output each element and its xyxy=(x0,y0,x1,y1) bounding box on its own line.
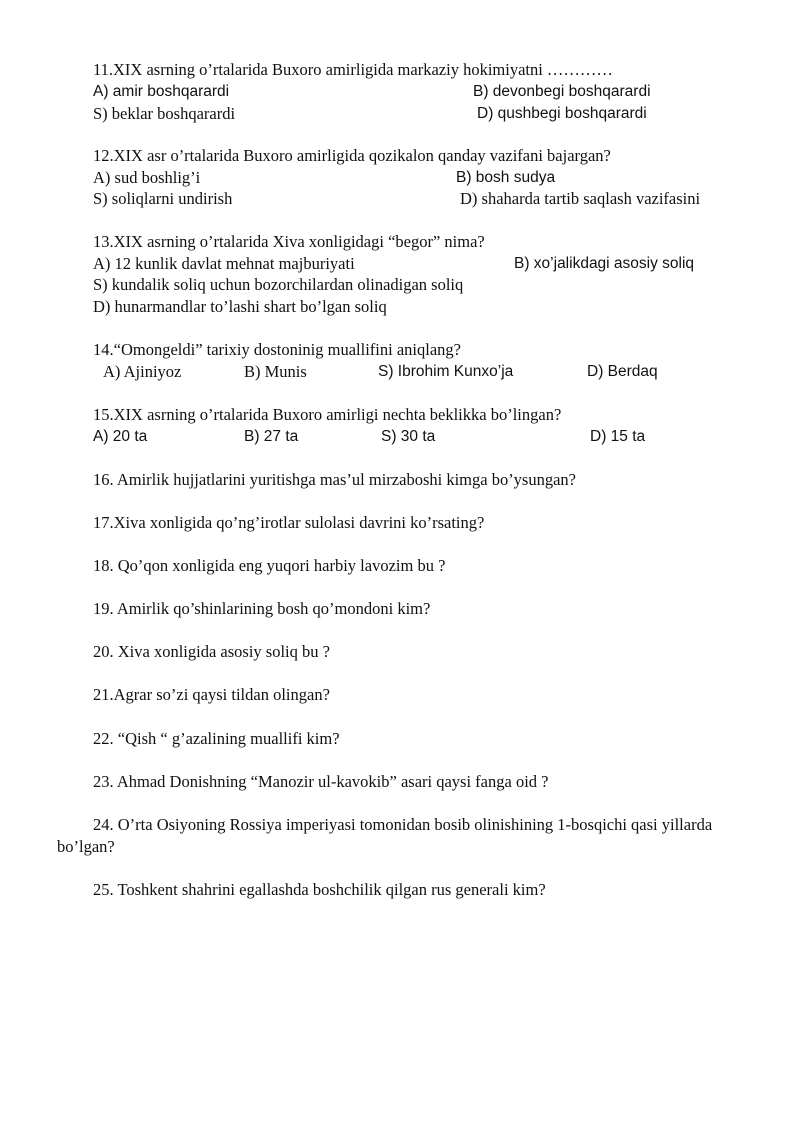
option-b: B) xo’jalikdagi asosiy soliq xyxy=(514,255,695,272)
question-17: 17.Xiva xonligida qo’ng’irotlar sulolasi davrini ko’rsating? xyxy=(93,513,485,532)
option-d: D) 15 ta xyxy=(590,428,646,445)
option-s: S) kundalik soliq uchun bozorchilardan olinadigan soliq xyxy=(93,275,464,294)
options-row-13-3 xyxy=(93,296,743,318)
options-row-11-2 xyxy=(93,103,743,125)
option-s: S) Ibrohim Kunxo’ja xyxy=(378,363,514,380)
option-a: A) amir boshqarardi xyxy=(93,83,230,100)
question-12: 12.XIX asr o’rtalarida Buxoro amirligida qozikalon qanday vazifani bajargan? xyxy=(93,146,611,165)
option-a: A) sud boshlig’i xyxy=(93,168,201,187)
option-b: B) bosh sudya xyxy=(456,169,556,186)
option-s: S) soliqlarni undirish xyxy=(93,189,233,208)
option-s: S) beklar boshqarardi xyxy=(93,104,236,123)
options-row-13-2 xyxy=(93,274,743,296)
question-22: 22. “Qish “ g’azalining muallifi kim? xyxy=(93,729,340,748)
option-b: B) Munis xyxy=(244,362,307,381)
option-d: D) hunarmandlar to’lashi shart bo’lgan soliq xyxy=(93,297,387,316)
option-a: A) Ajiniyoz xyxy=(103,362,182,381)
question-11: 11.XIX asrning o’rtalarida Buxoro amirligida markaziy hokimiyatni ………… xyxy=(93,60,613,79)
question-20: 20. Xiva xonligida asosiy soliq bu ? xyxy=(93,642,330,661)
question-25: 25. Toshkent shahrini egallashda boshchilik qilgan rus generali kim? xyxy=(93,880,546,899)
question-14: 14.“Omongeldi” tarixiy dostoninig muallifini aniqlang? xyxy=(93,340,461,359)
options-row-12-2 xyxy=(93,188,743,210)
options-row-14 xyxy=(93,361,743,383)
question-24: 24. O’rta Osiyoning Rossiya imperiyasi tomonidan bosib olinishining 1-bosqichi qasi yillarda bo’lgan? xyxy=(57,815,713,856)
question-21: 21.Agrar so’zi qaysi tildan olingan? xyxy=(93,685,330,704)
question-15: 15.XIX asrning o’rtalarida Buxoro amirligi nechta beklikka bo’lingan? xyxy=(93,405,562,424)
question-19: 19. Amirlik qo’shinlarining bosh qo’mondoni kim? xyxy=(93,599,431,618)
option-b: B) devonbegi boshqarardi xyxy=(473,83,651,100)
question-13: 13.XIX asrning o’rtalarida Xiva xonligidagi “begor” nima? xyxy=(93,232,485,251)
option-a: A) 20 ta xyxy=(93,428,148,445)
question-23: 23. Ahmad Donishning “Manozir ul-kavokib” asari qaysi fanga oid ? xyxy=(93,772,549,791)
options-row-12-1 xyxy=(93,167,743,189)
option-b: B) 27 ta xyxy=(244,428,299,445)
option-s: S) 30 ta xyxy=(381,428,436,445)
option-d: D) qushbegi boshqarardi xyxy=(477,105,647,122)
options-row-11-1 xyxy=(93,81,743,103)
question-18: 18. Qo’qon xonligida eng yuqori harbiy lavozim bu ? xyxy=(93,556,446,575)
option-a: A) 12 kunlik davlat mehnat majburiyati xyxy=(93,254,355,273)
question-16: 16. Amirlik hujjatlarini yuritishga mas’ul mirzaboshi kimga bo’ysungan? xyxy=(93,470,577,489)
options-row-15 xyxy=(93,426,743,448)
options-row-13-1 xyxy=(93,253,743,275)
option-d: D) Berdaq xyxy=(587,363,658,380)
option-d: D) shaharda tartib saqlash vazifasini xyxy=(460,189,701,208)
